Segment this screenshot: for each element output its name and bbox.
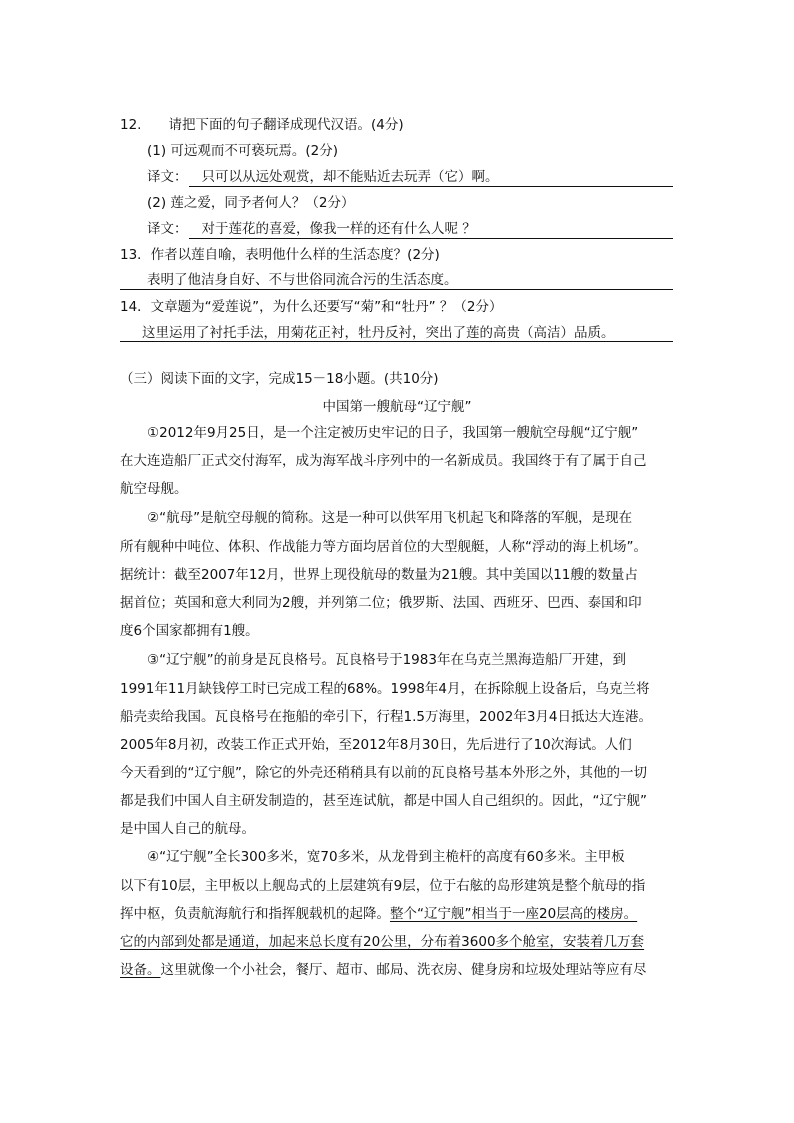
answer-underline — [189, 186, 673, 187]
q12-label-1: 译文： — [147, 169, 188, 185]
paragraph-line: 都是我们中国人自主研发制造的，甚至连试航，都是中国人自己组织的。因此，“辽宁舰” — [120, 793, 647, 809]
paragraph-line-mixed — [120, 904, 680, 924]
underlined-sentence: 它的内部到处都是通道，加起来总长度有20公里，分布着3600多个舱室，安装着几万套 — [120, 934, 645, 950]
q12-sentence-1: (1) 可远观而不可亵玩焉。(2分) — [147, 143, 339, 159]
paragraph-line: 度6个国家都拥有1艘。 — [120, 623, 259, 639]
paragraph-line: 船壳卖给我国。瓦良格号在拖船的牵引下，行程1.5万海里，2002年3月4日抵达大连港。 — [120, 709, 653, 725]
paragraph-line-underlined — [120, 932, 680, 952]
paragraph-line-mixed — [120, 960, 680, 980]
underlined-sentence: 设备。 — [120, 962, 161, 978]
paragraph-line: 据首位；英国和意大利同为2艘，并列第二位；俄罗斯、法国、西班牙、巴西、泰国和印 — [120, 595, 642, 611]
q12-sentence-2: (2) 莲之爱，同予者何人？（2分） — [147, 195, 355, 211]
section-heading: （三）阅读下面的文字，完成15－18小题。(共10分) — [120, 371, 439, 387]
paragraph-line: ②“航母”是航空母舰的简称。这是一种可以供军用飞机起飞和降落的军舰，是现在 — [147, 510, 633, 526]
paragraph-line: ③“辽宁舰”的前身是瓦良格号。瓦良格号于1983年在乌克兰黑海造船厂开建，到 — [147, 652, 626, 668]
paragraph-line: 以下有10层，主甲板以上舰岛式的上层建筑有9层，位于右舷的岛形建筑是整个航母的指 — [120, 878, 646, 894]
paragraph-line: ④“辽宁舰”全长300多米，宽70多米，从龙骨到主桅杆的高度有60多米。主甲板 — [147, 849, 625, 865]
paragraph-line: 是中国人自己的航母。 — [120, 821, 255, 837]
q13-answer: 表明了他洁身自好、不与世俗同流合污的生活态度。 — [147, 272, 458, 288]
q12-answer-1: 只可以从远处观赏，却不能贴近去玩弄（它）啊。 — [201, 169, 499, 185]
paragraph-text: 挥中枢，负责航海航行和指挥舰载机的起降。 — [120, 906, 390, 922]
answer-underline — [120, 289, 673, 290]
paragraph-text: 这里就像一个小社会，餐厅、超市、邮局、洗衣房、健身房和垃圾处理站等应有尽 — [160, 962, 647, 978]
q12-label-2: 译文： — [147, 221, 188, 237]
q12-answer-2-row — [147, 219, 707, 239]
underlined-sentence: 整个“辽宁舰”相当于一座20层高的楼房。 — [390, 906, 638, 922]
article-title: 中国第一艘航母“辽宁舰” — [322, 399, 472, 415]
paragraph-line: 在大连造船厂正式交付海军，成为海军战斗序列中的一名新成员。我国终于有了属于自己 — [120, 453, 647, 469]
paragraph-line: 2005年8月初，改装工作正式开始，至2012年8月30日，先后进行了10次海试。人们 — [120, 737, 632, 753]
q12-answer-1-row — [147, 167, 707, 187]
q14-answer: 这里运用了衬托手法，用菊花正衬，牡丹反衬，突出了莲的高贵（高洁）品质。 — [142, 325, 615, 341]
paragraph-line: 今天看到的“辽宁舰”，除它的外壳还稍稍具有以前的瓦良格号基本外形之外，其他的一切 — [120, 765, 647, 781]
answer-underline — [189, 238, 673, 239]
paragraph-line: ①2012年9月25日，是一个注定被历史牢记的日子，我国第一艘航空母舰“辽宁舰” — [147, 425, 639, 441]
paragraph-line: 航空母舰。 — [120, 481, 188, 497]
q13-prompt: 13．作者以莲自喻，表明他什么样的生活态度？(2分) — [120, 247, 440, 263]
q12-prompt: 12. 请把下面的句子翻译成现代汉语。(4分) — [120, 117, 404, 133]
q14-prompt: 14．文章题为“爱莲说”，为什么还要写“菊”和“牡丹” ？（2分） — [120, 299, 503, 315]
answer-underline — [120, 341, 673, 342]
paragraph-line: 所有舰种中吨位、体积、作战能力等方面均居首位的大型舰艇，人称“浮动的海上机场”。 — [120, 539, 647, 555]
q12-answer-2: 对于莲花的喜爱，像我一样的还有什么人呢 ？ — [201, 221, 476, 237]
paragraph-line: 据统计：截至2007年12月，世界上现役航母的数量为21艘。其中美国以11艘的数量占 — [120, 567, 638, 583]
paragraph-line: 1991年11月缺钱停工时已完成工程的68%。1998年4月，在拆除舰上设备后，乌克兰将 — [120, 681, 650, 697]
